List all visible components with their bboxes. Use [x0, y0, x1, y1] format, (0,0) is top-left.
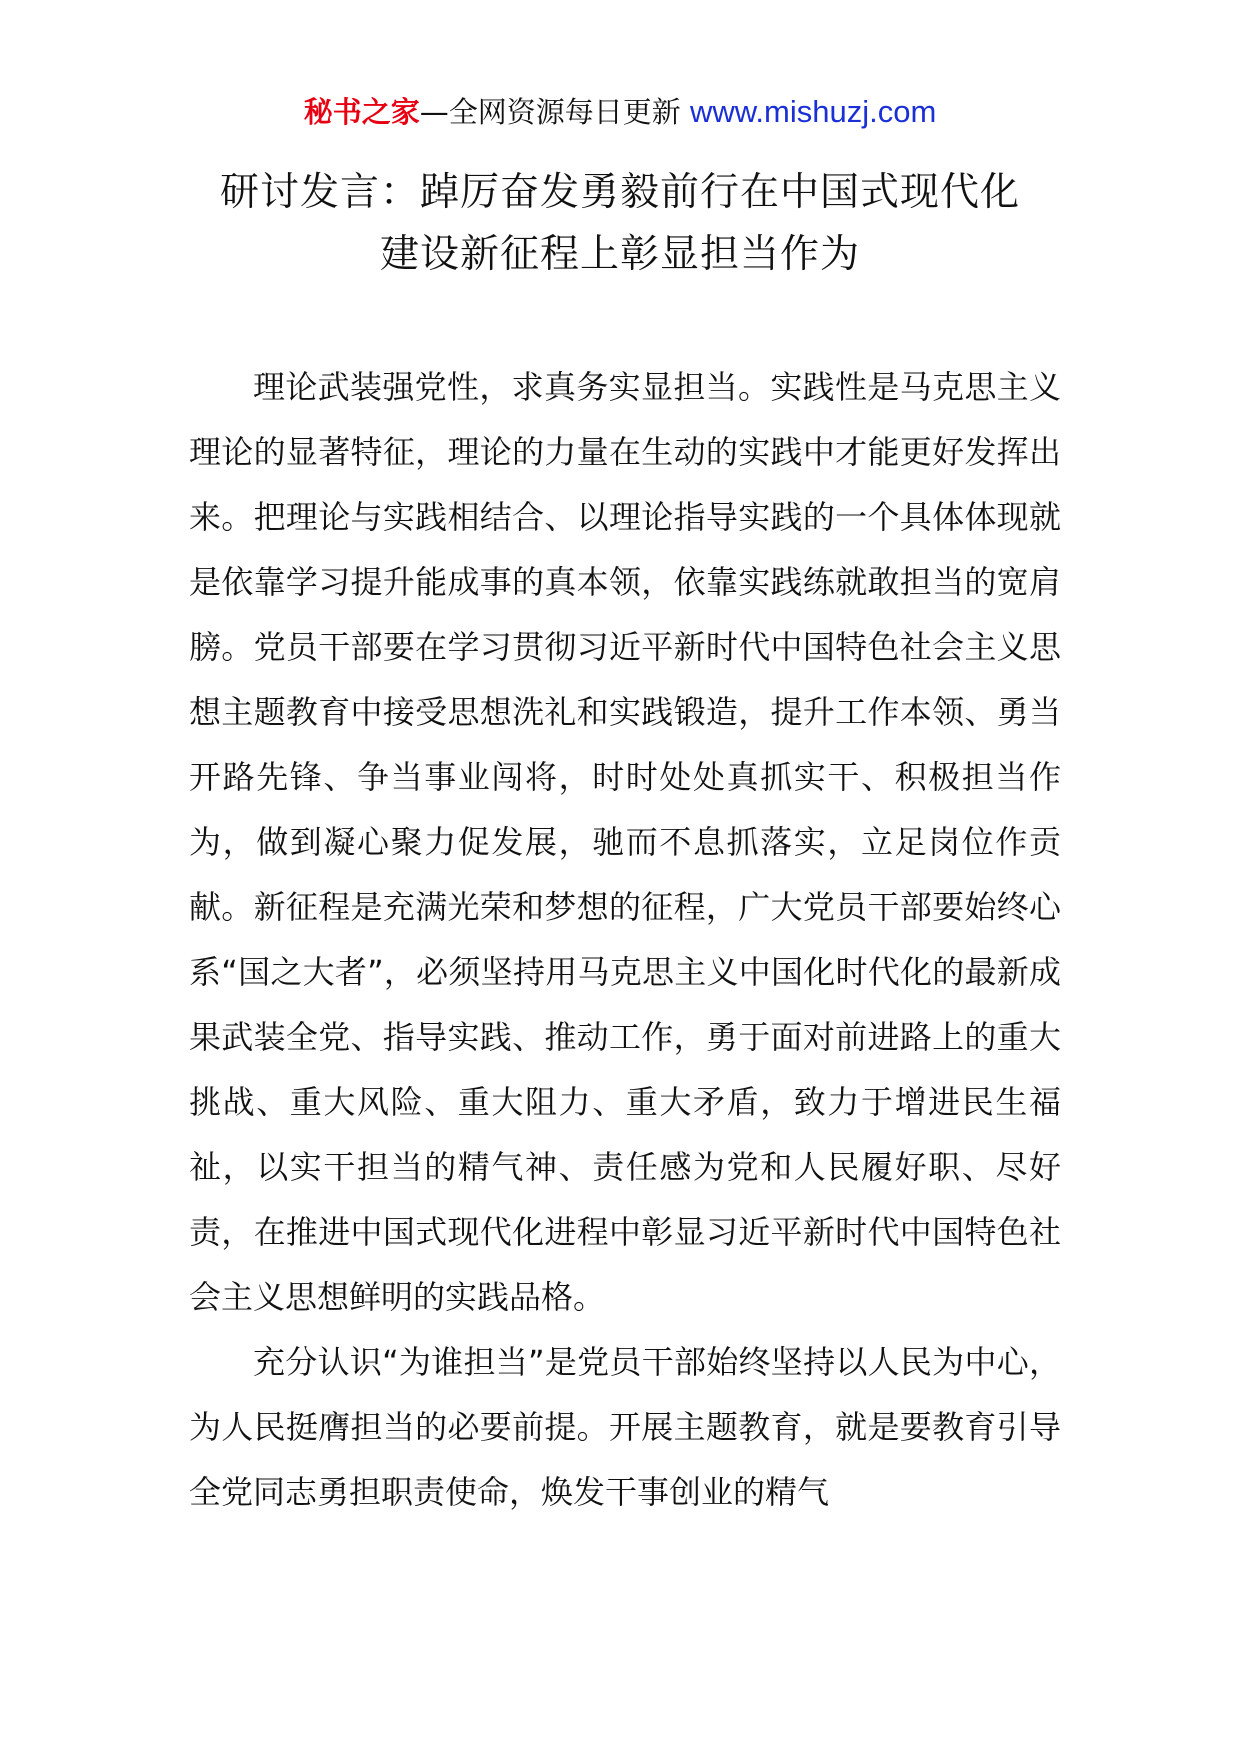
site-tagline: —全网资源每日更新 [419, 95, 681, 129]
title-line-1: 研讨发言：踔厉奋发勇毅前行在中国式现代化 [219, 170, 1020, 215]
paragraph-2: 充分认识“为谁担当”是党员干部始终坚持以人民为中心，为人民挺膺担当的必要前提。开展主题教育，就是要教育引导全党同志勇担职责使命，焕发干事创业的精气 [189, 1343, 1061, 1511]
document-title [0, 162, 1240, 286]
site-brand: 秘书之家 [303, 95, 420, 129]
paragraph-1: 理论武装强党性，求真务实显担当。实践性是马克思主义理论的显著特征，理论的力量在生动的实践中才能更好发挥出来。把理论与实践相结合、以理论指导实践的一个具体体现就是依靠学习提升能成事的真本领，依靠实践练就敢担当的宽肩膀。党员干部要在学习贯彻习近平新时代中国特色社会主义思想主题教育中接受思想洗礼和实践锻造，提升工作本领、勇当开路先锋、争当事业闯将，时时处处真抓实干、积极担当作为，做到凝心聚力促发展，驰而不息抓落实，立足岗位作贡献。新征程是充满光荣和梦想的征程，广大党员干部要始终心系“国之大者”，必须坚持用马克思主义中国化时代化的最新成果武装全党、指导实践、推动工作，勇于面对前进路上的重大挑战、重大风险、重大阻力、重大矛盾，致力于增进民生福祉，以实干担当的精气神、责任感为党和人民履好职、尽好责，在推进中国式现代化进程中彰显习近平新时代中国特色社会主义思想鲜明的实践品格。 [189, 368, 1061, 1316]
site-header [0, 92, 1240, 132]
title-line-2: 建设新征程上彰显担当作为 [379, 232, 860, 277]
document-body [189, 355, 1061, 1525]
site-url-link[interactable]: www.mishuzj.com [689, 94, 937, 129]
